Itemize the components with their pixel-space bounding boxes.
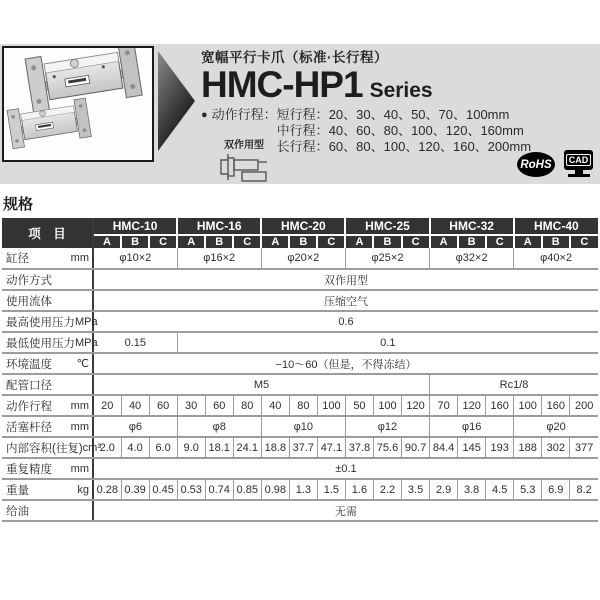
sub-col-header: B bbox=[542, 235, 570, 248]
spec-value: 9.0 bbox=[177, 437, 205, 458]
spec-value: 4.5 bbox=[486, 479, 514, 500]
row-unit: ℃ bbox=[76, 358, 89, 370]
spec-value: 1.5 bbox=[317, 479, 345, 500]
spec-value: 75.6 bbox=[373, 437, 401, 458]
row-label-text: 使用流体 bbox=[6, 295, 52, 308]
row-label-text: 动作方式 bbox=[6, 274, 52, 287]
spec-value: 80 bbox=[289, 395, 317, 416]
row-label-text: 给油 bbox=[6, 505, 29, 518]
cad-monitor-icon: CAD bbox=[564, 150, 593, 170]
table-row bbox=[2, 290, 598, 311]
spec-value: 120 bbox=[458, 395, 486, 416]
spec-value: 70 bbox=[430, 395, 458, 416]
sub-col-header: A bbox=[430, 235, 458, 248]
badges bbox=[517, 150, 593, 177]
double-acting-symbol-icon bbox=[218, 151, 270, 185]
sub-col-header: A bbox=[93, 235, 121, 248]
spec-value: φ20 bbox=[514, 416, 598, 437]
spec-value: 84.4 bbox=[430, 437, 458, 458]
spec-value: 188 bbox=[514, 437, 542, 458]
spec-value: 0.1 bbox=[177, 332, 598, 353]
spec-value: 37.8 bbox=[345, 437, 373, 458]
row-label-text: 重复精度 bbox=[6, 463, 52, 476]
product-subtitle: 宽幅平行卡爪（标准·长行程） bbox=[201, 50, 388, 65]
product-banner bbox=[0, 44, 600, 184]
spec-value: 6.9 bbox=[542, 479, 570, 500]
spec-value: 200 bbox=[570, 395, 598, 416]
row-label bbox=[2, 500, 93, 521]
spec-value: 37.7 bbox=[289, 437, 317, 458]
model-header: HMC-10 bbox=[93, 218, 177, 235]
spec-value: 3.5 bbox=[402, 479, 430, 500]
table-row bbox=[2, 311, 598, 332]
spec-value: −10～60（但是，不得冻结） bbox=[93, 353, 598, 374]
row-unit: mm bbox=[70, 420, 89, 433]
table-row bbox=[2, 332, 598, 353]
spec-value: 0.85 bbox=[233, 479, 261, 500]
spec-value: 160 bbox=[486, 395, 514, 416]
spec-value: 100 bbox=[514, 395, 542, 416]
product-title-row bbox=[201, 66, 531, 103]
sub-col-header: C bbox=[317, 235, 345, 248]
cad-badge bbox=[564, 150, 593, 177]
row-label bbox=[2, 395, 93, 416]
table-row bbox=[2, 458, 598, 479]
sub-col-header: C bbox=[402, 235, 430, 248]
stroke-line-long: 长行程：60、80、100、120、160、200mm bbox=[276, 139, 532, 154]
action-type-label: 双作用型 bbox=[224, 140, 264, 151]
spec-value: 5.3 bbox=[514, 479, 542, 500]
stroke-lines bbox=[277, 107, 531, 155]
row-label bbox=[2, 416, 93, 437]
spec-value: 0.28 bbox=[93, 479, 121, 500]
row-unit: mm bbox=[70, 252, 89, 264]
spec-value: 0.74 bbox=[205, 479, 233, 500]
spec-value: 60 bbox=[205, 395, 233, 416]
row-label bbox=[2, 311, 98, 332]
series-suffix: Series bbox=[369, 79, 433, 102]
spec-value: 377 bbox=[570, 437, 598, 458]
row-label bbox=[2, 332, 98, 353]
spec-value: 6.0 bbox=[149, 437, 177, 458]
spec-value: 0.45 bbox=[149, 479, 177, 500]
table-row bbox=[2, 353, 598, 374]
spec-value: 8.2 bbox=[570, 479, 598, 500]
spec-value: 18.1 bbox=[205, 437, 233, 458]
row-label-text: 缸径 bbox=[6, 253, 29, 265]
spec-value: 100 bbox=[373, 395, 401, 416]
spec-value: 0.15 bbox=[93, 332, 177, 353]
sub-col-header: A bbox=[177, 235, 205, 248]
spec-value: φ10 bbox=[261, 416, 345, 437]
table-row bbox=[2, 395, 598, 416]
sub-col-header: A bbox=[514, 235, 542, 248]
spec-value: 160 bbox=[542, 395, 570, 416]
spec-value: 145 bbox=[458, 437, 486, 458]
spec-value: 压缩空气 bbox=[93, 290, 598, 311]
spec-value: 18.8 bbox=[261, 437, 289, 458]
spec-value: 0.98 bbox=[261, 479, 289, 500]
row-label-text: 重量 bbox=[6, 484, 29, 497]
spec-value: 24.1 bbox=[233, 437, 261, 458]
product-photo bbox=[2, 46, 154, 162]
spec-value: φ25×2 bbox=[345, 248, 429, 269]
row-label-text: 内部容积(往复) bbox=[6, 442, 83, 455]
spec-value: φ20×2 bbox=[261, 248, 345, 269]
sub-col-header: C bbox=[233, 235, 261, 248]
spec-value: φ32×2 bbox=[430, 248, 514, 269]
sub-col-header: B bbox=[121, 235, 149, 248]
sub-col-header: B bbox=[289, 235, 317, 248]
row-label-text: 活塞杆径 bbox=[6, 421, 52, 434]
spec-value: φ12 bbox=[345, 416, 429, 437]
sub-col-header: B bbox=[458, 235, 486, 248]
spec-value: 2.0 bbox=[93, 437, 121, 458]
row-label bbox=[2, 269, 93, 290]
spec-value: 2.2 bbox=[373, 479, 401, 500]
table-row bbox=[2, 248, 598, 269]
sub-col-header: A bbox=[261, 235, 289, 248]
spec-value: 302 bbox=[542, 437, 570, 458]
spec-value: 90.7 bbox=[402, 437, 430, 458]
spec-value: 0.39 bbox=[121, 479, 149, 500]
spec-value: 193 bbox=[486, 437, 514, 458]
spec-value: 100 bbox=[317, 395, 345, 416]
spec-value: 3.8 bbox=[458, 479, 486, 500]
product-title: HMC-HP1 bbox=[201, 64, 363, 105]
sub-col-header: A bbox=[345, 235, 373, 248]
spec-value: φ40×2 bbox=[514, 248, 598, 269]
cad-monitor-base bbox=[568, 174, 590, 177]
row-label bbox=[2, 458, 93, 479]
spec-value: φ16 bbox=[430, 416, 514, 437]
arrow-right-icon bbox=[158, 51, 198, 158]
model-header: HMC-16 bbox=[177, 218, 261, 235]
spec-value: 50 bbox=[345, 395, 373, 416]
spec-table bbox=[2, 218, 598, 522]
spec-value: ±0.1 bbox=[93, 458, 598, 479]
spec-value: 20 bbox=[93, 395, 121, 416]
row-unit: cm³ bbox=[82, 441, 101, 454]
bullet-icon: ● bbox=[201, 109, 208, 121]
sub-col-header: B bbox=[205, 235, 233, 248]
spec-value: 30 bbox=[177, 395, 205, 416]
model-header: HMC-25 bbox=[345, 218, 429, 235]
stroke-line-mid: 中行程：40、60、80、100、120、160mm bbox=[276, 123, 524, 138]
row-label bbox=[2, 374, 93, 395]
sub-col-header: B bbox=[373, 235, 401, 248]
action-type bbox=[214, 136, 274, 190]
table-row bbox=[2, 437, 598, 458]
row-unit: mm bbox=[70, 399, 89, 412]
spec-value: 无需 bbox=[93, 500, 598, 521]
spec-value: 1.6 bbox=[345, 479, 373, 500]
row-label bbox=[2, 479, 93, 500]
row-label bbox=[2, 248, 93, 269]
spec-value: 47.1 bbox=[317, 437, 345, 458]
spec-value: 120 bbox=[402, 395, 430, 416]
sub-col-header: C bbox=[570, 235, 598, 248]
row-label-text: 动作行程 bbox=[6, 400, 52, 413]
row-label bbox=[2, 353, 93, 374]
model-header: HMC-40 bbox=[514, 218, 598, 235]
spec-value: 0.6 bbox=[93, 311, 598, 332]
spec-value: 0.53 bbox=[177, 479, 205, 500]
row-label-text: 配管口径 bbox=[6, 379, 52, 392]
rohs-badge: RoHS bbox=[517, 152, 555, 177]
row-label bbox=[2, 290, 93, 311]
table-row bbox=[2, 479, 598, 500]
stroke-line-short: 短行程：20、30、40、50、70、100mm bbox=[276, 107, 510, 122]
spec-value: 4.0 bbox=[121, 437, 149, 458]
row-unit: kg bbox=[77, 483, 89, 496]
row-unit: MPa bbox=[75, 315, 98, 328]
row-label-text: 环境温度 bbox=[6, 358, 52, 371]
gripper-illustration bbox=[4, 48, 152, 160]
sub-col-header: C bbox=[149, 235, 177, 248]
table-row bbox=[2, 500, 598, 521]
row-label-text: 最高使用压力 bbox=[6, 316, 75, 329]
spec-value: Rc1/8 bbox=[430, 374, 598, 395]
spec-value: 40 bbox=[261, 395, 289, 416]
section-title: 规格 bbox=[3, 196, 34, 213]
spec-value: 40 bbox=[121, 395, 149, 416]
spec-value: 60 bbox=[149, 395, 177, 416]
table-row bbox=[2, 416, 598, 437]
spec-value: φ16×2 bbox=[177, 248, 261, 269]
spec-value: 双作用型 bbox=[93, 269, 598, 290]
spec-value: M5 bbox=[93, 374, 430, 395]
table-row bbox=[2, 374, 598, 395]
model-header: HMC-32 bbox=[430, 218, 514, 235]
spec-value: φ10×2 bbox=[93, 248, 177, 269]
row-unit: MPa bbox=[75, 336, 98, 349]
row-label-text: 最低使用压力 bbox=[6, 337, 75, 350]
model-header: HMC-20 bbox=[261, 218, 345, 235]
spec-value: 80 bbox=[233, 395, 261, 416]
spec-value: φ8 bbox=[177, 416, 261, 437]
row-label bbox=[2, 437, 101, 458]
spec-value: φ6 bbox=[93, 416, 177, 437]
table-row bbox=[2, 269, 598, 290]
spec-value: 2.9 bbox=[430, 479, 458, 500]
item-header: 项 目 bbox=[2, 218, 93, 248]
stroke-heading: 动作行程： bbox=[211, 107, 277, 122]
row-unit: mm bbox=[70, 462, 89, 475]
sub-col-header: C bbox=[486, 235, 514, 248]
spec-value: 1.3 bbox=[289, 479, 317, 500]
